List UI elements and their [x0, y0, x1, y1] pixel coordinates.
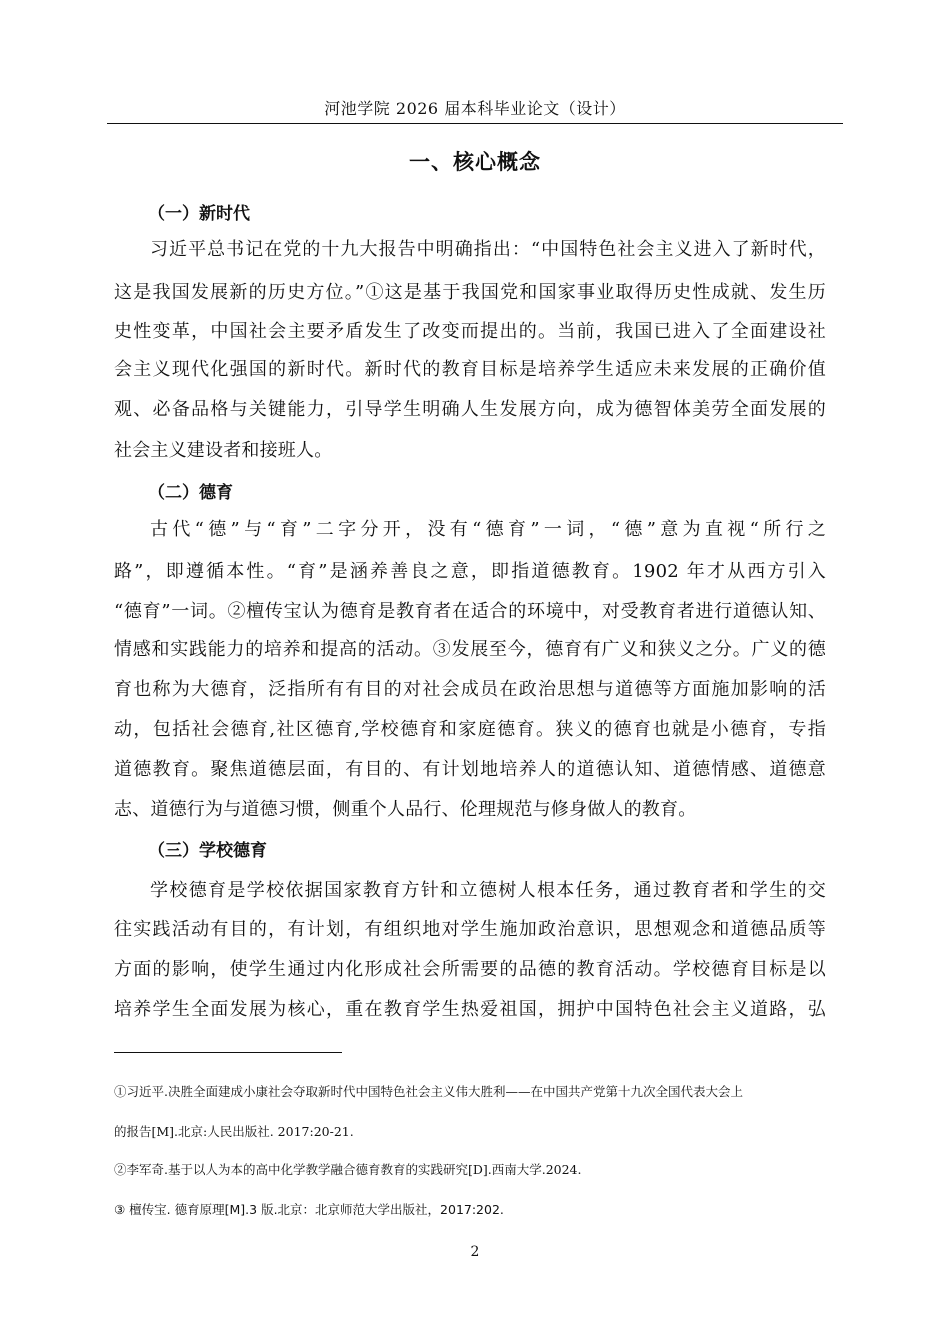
- paragraph-line: 史性变革，中国社会主要矛盾发生了改变而提出的。当前，我国已进入了全面建设社: [114, 321, 826, 342]
- paragraph-line: 方面的影响，使学生通过内化形成社会所需要的品德的教育活动。学校德育目标是以: [114, 959, 826, 980]
- paragraph-line: 动，包括社会德育,社区德育,学校德育和家庭德育。狭义的德育也就是小德育，专指: [114, 719, 826, 740]
- paragraph-line: 学校德育是学校依据国家教育方针和立德树人根本任务，通过教育者和学生的交: [150, 880, 826, 901]
- paragraph-line: 培养学生全面发展为核心，重在教育学生热爱祖国，拥护中国特色社会主义道路，弘: [114, 999, 826, 1020]
- paragraph-line: 这是我国发展新的历史方位。”①这是基于我国党和国家事业取得历史性成就、发生历: [114, 282, 826, 303]
- footnote-3: ③ 檀传宝. 德育原理[M].3 版.北京：北京师范大学出版社，2017:202.: [114, 1202, 504, 1217]
- paragraph-line: 情感和实践能力的培养和提高的活动。③发展至今，德育有广义和狭义之分。广义的德: [114, 639, 826, 660]
- paragraph-line: 观、必备品格与关键能力，引导学生明确人生发展方向，成为德智体美劳全面发展的: [114, 399, 826, 420]
- paragraph-line: 古代“德”与“育”二字分开，没有“德育”一词，“德”意为直视“所行之: [150, 519, 826, 540]
- header-rule: [107, 123, 843, 124]
- footnote-1-line-1: ①习近平.决胜全面建成小康社会夺取新时代中国特色社会主义伟大胜利——在中国共产党第十九次全国代表大会上: [114, 1084, 743, 1099]
- paragraph-line: 往实践活动有目的，有计划，有组织地对学生施加政治意识，思想观念和道德品质等: [114, 919, 826, 940]
- footnote-2: ②李军奇.基于以人为本的高中化学教学融合德育教育的实践研究[D].西南大学.2024.: [114, 1162, 582, 1177]
- paragraph-line: 社会主义建设者和接班人。: [114, 440, 333, 461]
- paragraph-line: “德育”一词。②檀传宝认为德育是教育者在适合的环境中，对受教育者进行道德认知、: [114, 601, 826, 622]
- footnote-1-line-2: 的报告[M].北京:人民出版社. 2017:20-21.: [114, 1124, 354, 1139]
- paragraph-line: 道德教育。聚焦道德层面，有目的、有计划地培养人的道德认知、道德情感、道德意: [114, 759, 826, 780]
- paragraph-line: 育也称为大德育，泛指所有有目的对社会成员在政治思想与道德等方面施加影响的活: [114, 679, 826, 700]
- page-header: 河池学院 2026 届本科毕业论文（设计）: [324, 99, 626, 118]
- chapter-title: 一、核心概念: [409, 150, 541, 174]
- section-heading-moral-education: （二）德育: [148, 483, 233, 503]
- section-heading-new-era: （一）新时代: [148, 204, 250, 224]
- paragraph-line: 路”，即遵循本性。“育”是涵养善良之意，即指道德教育。1902 年才从西方引入: [114, 561, 826, 582]
- page-number: 2: [470, 1244, 480, 1260]
- paragraph-line: 习近平总书记在党的十九大报告中明确指出：“中国特色社会主义进入了新时代，: [150, 239, 826, 260]
- paragraph-line: 会主义现代化强国的新时代。新时代的教育目标是培养学生适应未来发展的正确价值: [114, 359, 826, 380]
- paragraph-line: 志、道德行为与道德习惯，侧重个人品行、伦理规范与修身做人的教育。: [114, 799, 697, 820]
- section-heading-school-moral-education: （三）学校德育: [148, 841, 267, 861]
- footnote-separator: [114, 1052, 342, 1053]
